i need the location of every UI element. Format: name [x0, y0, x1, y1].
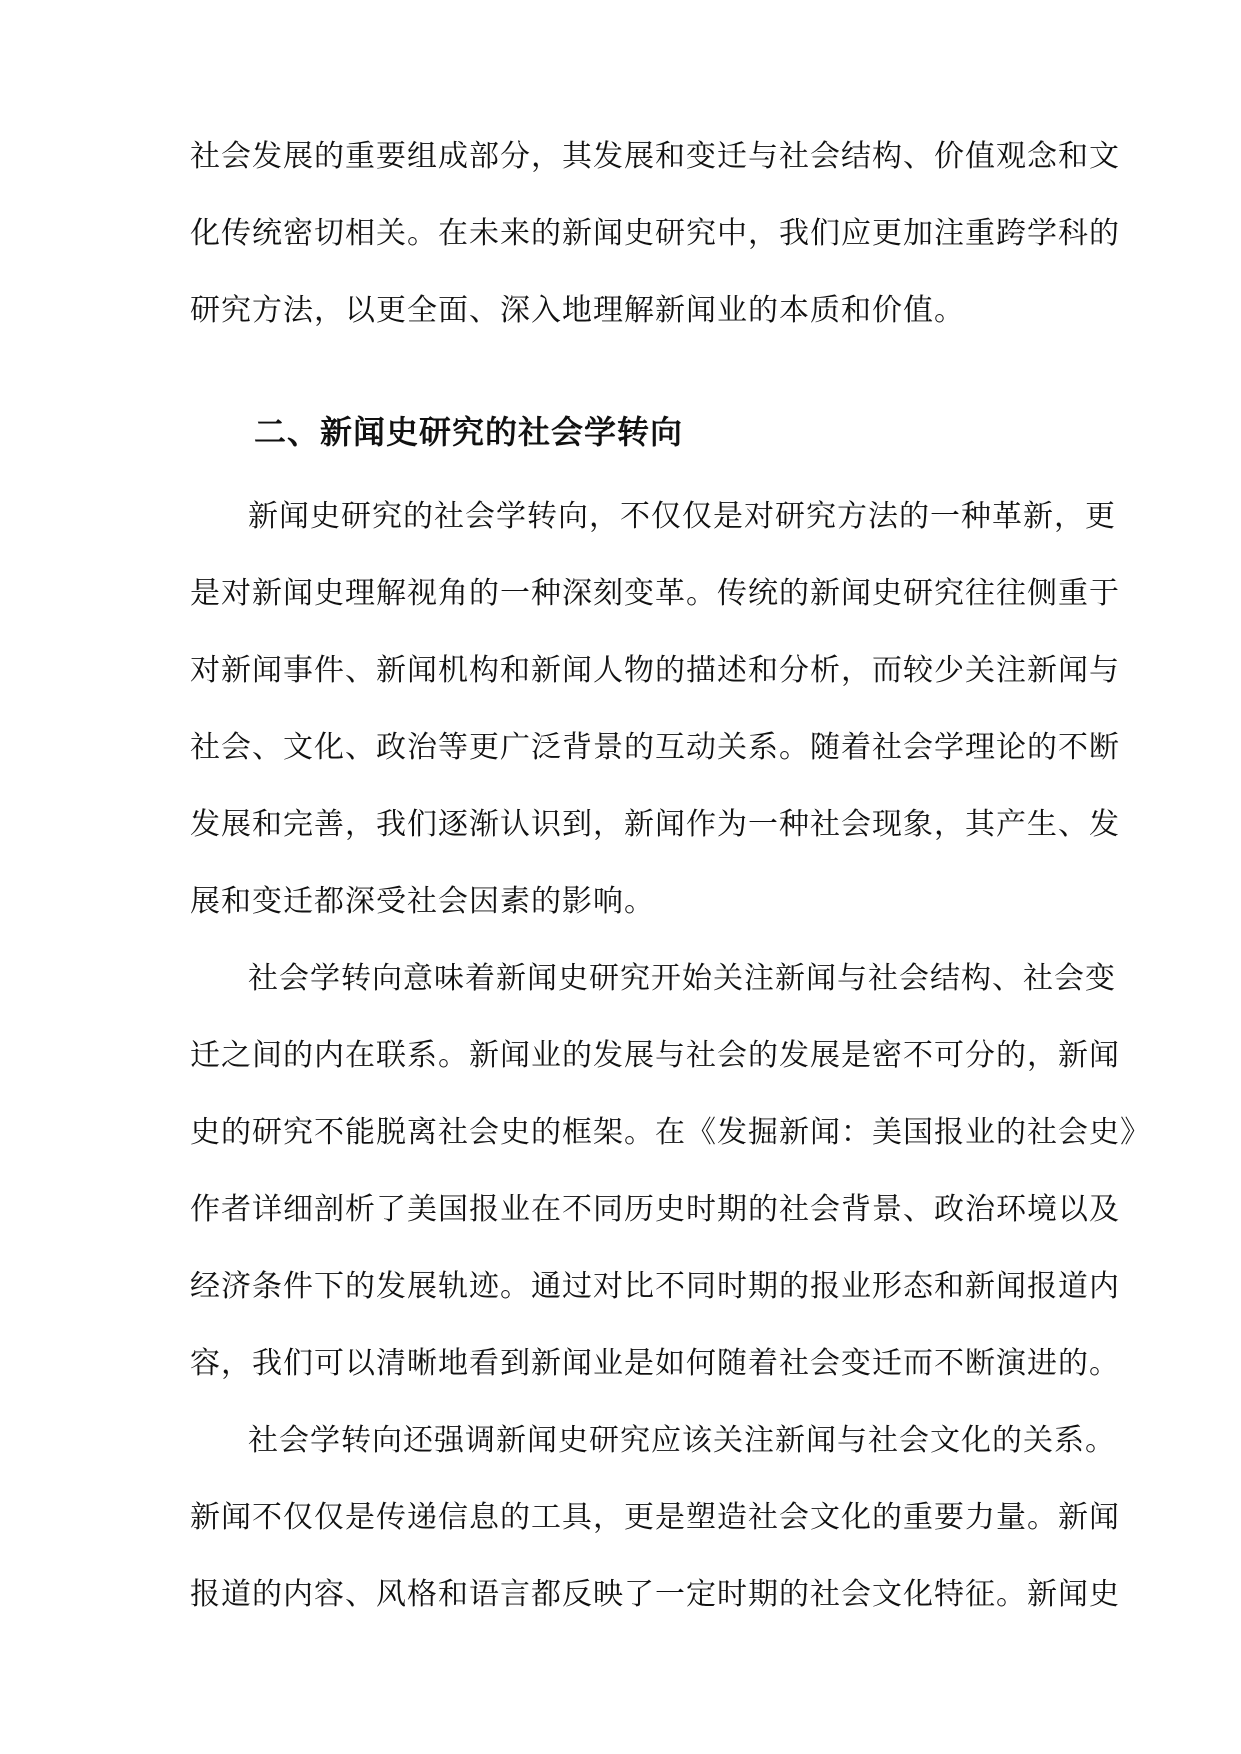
- paragraph3-line: 新闻不仅仅是传递信息的工具，更是塑造社会文化的重要力量。新闻: [190, 1500, 1120, 1535]
- paragraph2-line: 史的研究不能脱离社会史的框架。在《发掘新闻：美国报业的社会史》: [190, 1115, 1151, 1150]
- paragraph1-line: 展和变迁都深受社会因素的影响。: [190, 884, 655, 919]
- paragraph1-line: 对新闻事件、新闻机构和新闻人物的描述和分析，而较少关注新闻与: [190, 653, 1120, 688]
- paragraph1-line: 新闻史研究的社会学转向，不仅仅是对研究方法的一种革新，更: [248, 499, 1116, 534]
- section-heading: 二、新闻史研究的社会学转向: [254, 413, 684, 451]
- paragraph3-line: 报道的内容、风格和语言都反映了一定时期的社会文化特征。新闻史: [190, 1577, 1120, 1612]
- intro-line: 研究方法，以更全面、深入地理解新闻业的本质和价值。: [190, 293, 965, 328]
- intro-line: 化传统密切相关。在未来的新闻史研究中，我们应更加注重跨学科的: [190, 216, 1120, 251]
- paragraph2-line: 作者详细剖析了美国报业在不同历史时期的社会背景、政治环境以及: [190, 1192, 1120, 1227]
- paragraph1-line: 是对新闻史理解视角的一种深刻变革。传统的新闻史研究往往侧重于: [190, 576, 1120, 611]
- paragraph1-line: 社会、文化、政治等更广泛背景的互动关系。随着社会学理论的不断: [190, 730, 1120, 765]
- paragraph2-line: 迁之间的内在联系。新闻业的发展与社会的发展是密不可分的，新闻: [190, 1038, 1120, 1073]
- paragraph2-line: 社会学转向意味着新闻史研究开始关注新闻与社会结构、社会变: [248, 961, 1116, 996]
- paragraph2-line: 经济条件下的发展轨迹。通过对比不同时期的报业形态和新闻报道内: [190, 1269, 1120, 1304]
- intro-line: 社会发展的重要组成部分，其发展和变迁与社会结构、价值观念和文: [190, 139, 1120, 174]
- paragraph1-line: 发展和完善，我们逐渐认识到，新闻作为一种社会现象，其产生、发: [190, 807, 1120, 842]
- paragraph3-line: 社会学转向还强调新闻史研究应该关注新闻与社会文化的关系。: [248, 1423, 1116, 1458]
- paragraph2-line: 容，我们可以清晰地看到新闻业是如何随着社会变迁而不断演进的。: [190, 1346, 1120, 1381]
